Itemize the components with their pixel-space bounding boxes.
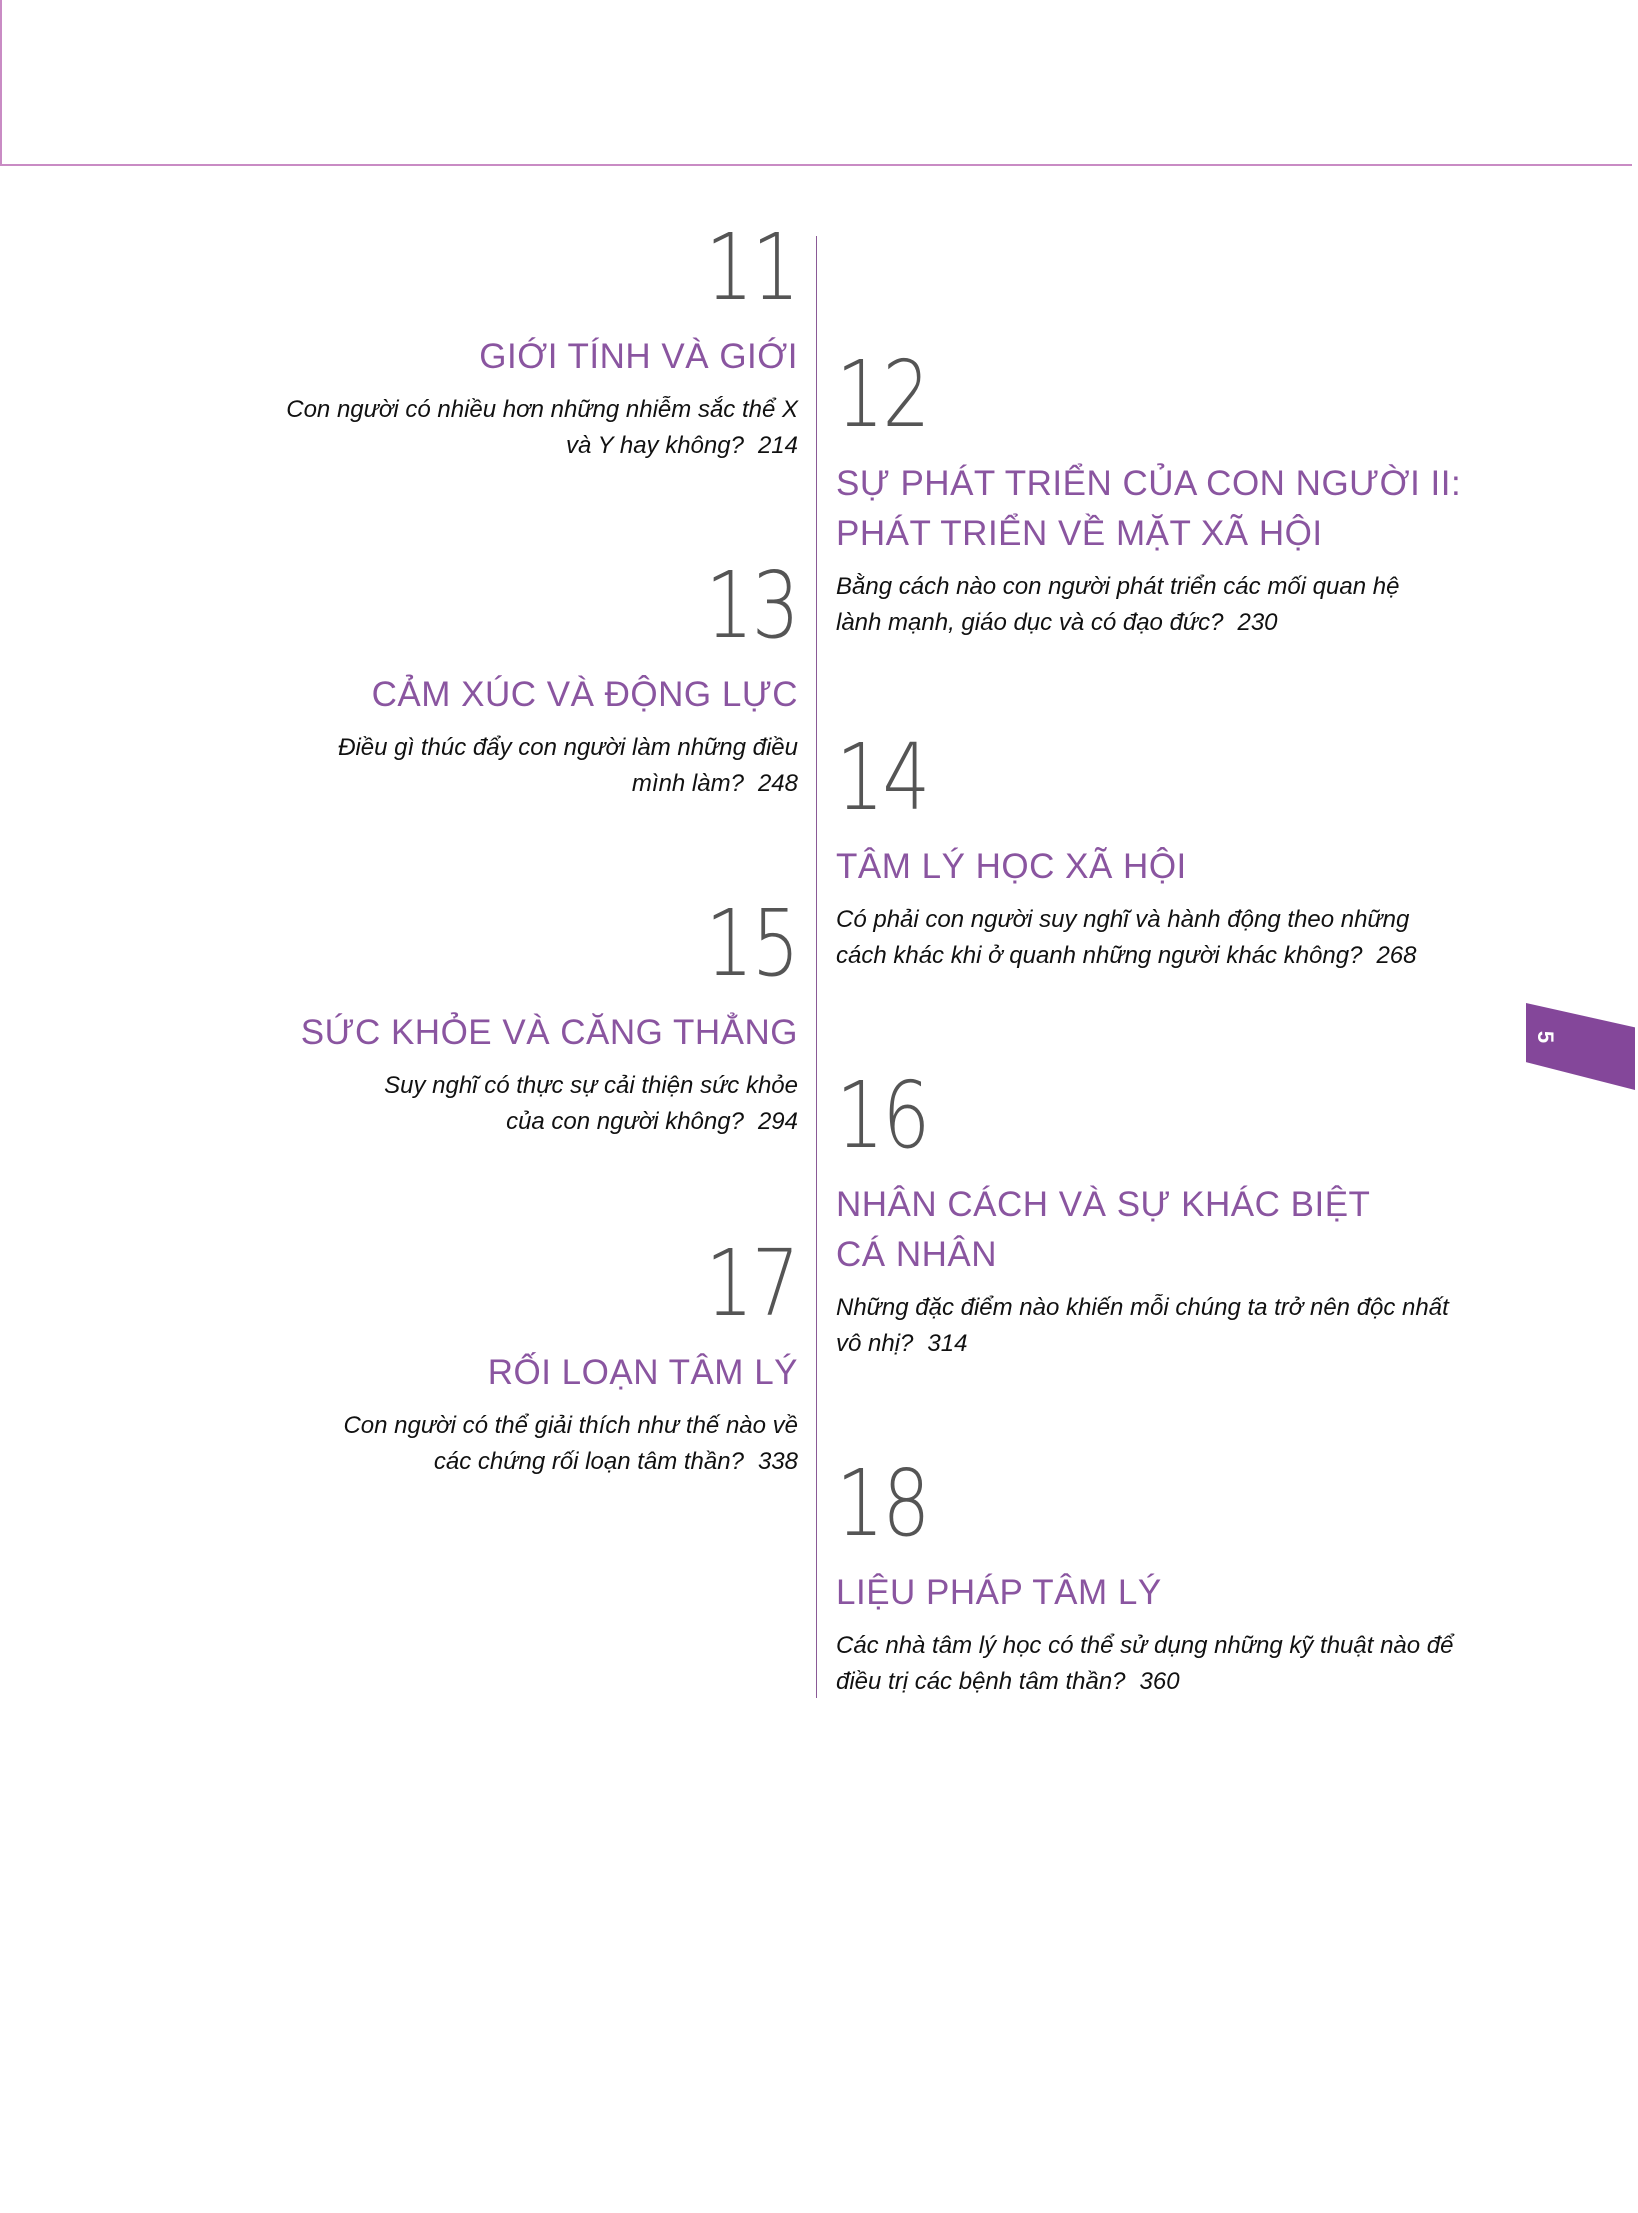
page-number: 294 <box>757 1108 798 1135</box>
chapter-number: 13 <box>705 552 798 659</box>
chapter-question: Suy nghĩ có thực sự cải thiện sức khỏe của con người không? 294 <box>384 1072 798 1135</box>
page-number: 360 <box>1139 1668 1180 1695</box>
chapter-number: 14 <box>836 724 929 831</box>
chapter-number: 16 <box>836 1062 929 1169</box>
chapter-title: NHÂN CÁCH VÀ SỰ KHÁC BIỆT CÁ NHÂN <box>836 1185 1371 1274</box>
page-number: 248 <box>757 770 798 797</box>
toc-entry-chapter-13[interactable] <box>158 552 798 802</box>
chapter-number: 18 <box>836 1450 929 1557</box>
chapter-question: Các nhà tâm lý học có thể sử dụng những kỹ thuật nào để điều trị các bệnh tâm thần? 360 <box>836 1632 1454 1695</box>
column-divider <box>816 236 817 1698</box>
chapter-title: TÂM LÝ HỌC XÃ HỘI <box>836 847 1187 886</box>
chapter-question: Có phải con người suy nghĩ và hành động theo những cách khác khi ở quanh những người khác không? 268 <box>836 906 1417 969</box>
chapter-title: GIỚI TÍNH VÀ GIỚI <box>479 337 798 376</box>
toc-entry-chapter-15[interactable] <box>158 890 798 1140</box>
chapter-title: SỨC KHỎE VÀ CĂNG THẲNG <box>300 1013 798 1052</box>
page-tab-number: 5 <box>1533 1030 1558 1044</box>
chapter-question: Con người có nhiều hơn những nhiễm sắc thể X và Y hay không? 214 <box>286 396 798 459</box>
chapter-title: SỰ PHÁT TRIỂN CỦA CON NGƯỜI II: PHÁT TRIỂN VỀ MẶT XÃ HỘI <box>836 464 1462 553</box>
chapter-question: Những đặc điểm nào khiến mỗi chúng ta trở nên độc nhất vô nhị? 314 <box>836 1294 1449 1357</box>
chapter-number: 15 <box>705 890 798 997</box>
page-number: 268 <box>1376 942 1417 969</box>
toc-entry-chapter-12[interactable] <box>836 341 1516 641</box>
toc-entry-chapter-17[interactable] <box>158 1230 798 1480</box>
chapter-question: Bằng cách nào con người phát triển các mối quan hệ lành mạnh, giáo dục và có đạo đức? 230 <box>836 573 1400 636</box>
chapter-title: LIỆU PHÁP TÂM LÝ <box>836 1573 1162 1612</box>
chapter-number: 11 <box>705 214 798 321</box>
chapter-title: CẢM XÚC VÀ ĐỘNG LỰC <box>371 675 798 714</box>
chapter-number: 17 <box>705 1230 798 1337</box>
page-number: 214 <box>757 432 798 459</box>
page-number: 338 <box>757 1448 798 1475</box>
toc-entry-chapter-16[interactable] <box>836 1062 1516 1362</box>
toc-entry-chapter-18[interactable] <box>836 1450 1516 1700</box>
top-frame-border <box>0 0 1632 166</box>
chapter-number: 12 <box>836 341 929 448</box>
chapter-question: Điều gì thúc đẩy con người làm những điều mình làm? 248 <box>338 734 798 797</box>
page-number: 230 <box>1237 609 1278 636</box>
chapter-title: RỐI LOẠN TÂM LÝ <box>487 1353 798 1392</box>
chapter-question: Con người có thể giải thích như thế nào về các chứng rối loạn tâm thần? 338 <box>343 1412 798 1475</box>
toc-entry-chapter-14[interactable] <box>836 724 1516 974</box>
toc-entry-chapter-11[interactable] <box>158 214 798 464</box>
page-number: 314 <box>927 1330 968 1357</box>
